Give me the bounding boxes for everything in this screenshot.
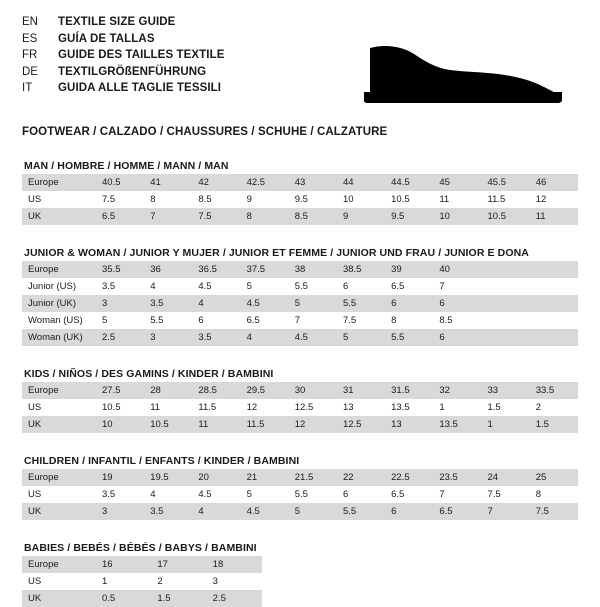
- size-cell: [530, 329, 578, 346]
- size-cell: 41: [144, 174, 192, 191]
- size-cell: 5: [241, 486, 289, 503]
- row-label: UK: [22, 503, 96, 520]
- row-label: Junior (UK): [22, 295, 96, 312]
- size-cell: 5: [241, 278, 289, 295]
- size-cell: 10.5: [385, 191, 433, 208]
- size-cell: 4.5: [289, 329, 337, 346]
- table-row: [22, 416, 578, 433]
- size-cell: 10: [433, 208, 481, 225]
- size-cell: 40.5: [96, 174, 144, 191]
- size-cell: 5.5: [289, 278, 337, 295]
- size-cell: [482, 312, 530, 329]
- size-cell: 7: [433, 278, 481, 295]
- size-cell: 33: [482, 382, 530, 399]
- size-cell: 42: [192, 174, 240, 191]
- size-cell: 4: [144, 486, 192, 503]
- table-row: [22, 573, 262, 590]
- size-cell: 10.5: [482, 208, 530, 225]
- size-cell: 4: [241, 329, 289, 346]
- size-cell: 7: [289, 312, 337, 329]
- size-cell: 13.5: [385, 399, 433, 416]
- size-cell: 30: [289, 382, 337, 399]
- size-cell: 2: [151, 573, 206, 590]
- size-cell: 25: [530, 469, 578, 486]
- size-cell: 7.5: [530, 503, 578, 520]
- size-cell: 3.5: [96, 486, 144, 503]
- size-cell: 6: [192, 312, 240, 329]
- size-cell: 5.5: [144, 312, 192, 329]
- size-cell: 5.5: [385, 329, 433, 346]
- size-cell: 45: [433, 174, 481, 191]
- size-cell: 6.5: [385, 486, 433, 503]
- size-cell: 8.5: [289, 208, 337, 225]
- size-table: [22, 382, 578, 433]
- size-cell: 9.5: [385, 208, 433, 225]
- table-row: [22, 382, 578, 399]
- size-cell: 21: [241, 469, 289, 486]
- size-cell: 37.5: [241, 261, 289, 278]
- table-row: [22, 174, 578, 191]
- size-cell: 11.5: [241, 416, 289, 433]
- size-cell: 3: [144, 329, 192, 346]
- page-title: FOOTWEAR / CALZADO / CHAUSSURES / SCHUHE / CALZATURE: [22, 126, 388, 138]
- table-row: [22, 261, 578, 278]
- language-code: IT: [22, 82, 33, 94]
- size-cell: 4.5: [241, 503, 289, 520]
- size-cell: 6.5: [96, 208, 144, 225]
- size-cell: 2.5: [96, 329, 144, 346]
- size-cell: 46: [530, 174, 578, 191]
- size-cell: 1.5: [530, 416, 578, 433]
- size-table: [22, 174, 578, 225]
- size-cell: 11.5: [482, 191, 530, 208]
- size-cell: 7: [144, 208, 192, 225]
- size-cell: 31.5: [385, 382, 433, 399]
- language-title: GUÍA DE TALLAS: [58, 32, 155, 45]
- language-code: ES: [22, 32, 38, 45]
- size-block: [22, 160, 578, 225]
- size-cell: 5.5: [337, 503, 385, 520]
- dress-shoe-icon: [362, 34, 572, 106]
- size-cell: 3: [96, 295, 144, 312]
- size-cell: 5: [96, 312, 144, 329]
- language-title: TEXTILE SIZE GUIDE: [58, 16, 176, 28]
- size-cell: 4.5: [192, 278, 240, 295]
- size-cell: 1.5: [482, 399, 530, 416]
- size-cell: 24: [482, 469, 530, 486]
- size-cell: 3.5: [96, 278, 144, 295]
- size-cell: 10: [96, 416, 144, 433]
- size-cell: 6.5: [433, 503, 481, 520]
- language-row: [22, 14, 225, 31]
- size-cell: [530, 312, 578, 329]
- row-label: Woman (UK): [22, 329, 96, 346]
- size-cell: 12: [289, 416, 337, 433]
- size-cell: 13.5: [433, 416, 481, 433]
- size-cell: 42.5: [241, 174, 289, 191]
- size-cell: 44.5: [385, 174, 433, 191]
- size-cell: 40: [433, 261, 481, 278]
- row-label: US: [22, 191, 96, 208]
- size-cell: 7: [482, 503, 530, 520]
- table-row: [22, 208, 578, 225]
- size-cell: 6: [337, 278, 385, 295]
- size-cell: 44: [337, 174, 385, 191]
- row-label: Europe: [22, 556, 96, 573]
- row-label: UK: [22, 416, 96, 433]
- size-cell: 39: [385, 261, 433, 278]
- size-cell: 11.5: [192, 399, 240, 416]
- size-cell: 21.5: [289, 469, 337, 486]
- language-code: EN: [22, 16, 38, 28]
- row-label: Woman (US): [22, 312, 96, 329]
- row-label: Junior (US): [22, 278, 96, 295]
- size-cell: 5: [289, 295, 337, 312]
- page-header: [22, 14, 578, 110]
- size-cell: 36: [144, 261, 192, 278]
- size-cell: 8: [530, 486, 578, 503]
- size-cell: 19: [96, 469, 144, 486]
- size-block-title: KIDS / NIÑOS / DES GAMINS / KINDER / BAMBINI: [24, 368, 274, 380]
- table-row: [22, 399, 578, 416]
- size-cell: 5.5: [289, 486, 337, 503]
- row-label: UK: [22, 208, 96, 225]
- size-cell: 7.5: [337, 312, 385, 329]
- size-cell: 6: [433, 329, 481, 346]
- size-cell: 10: [337, 191, 385, 208]
- size-cell: [530, 278, 578, 295]
- size-cell: 1: [96, 573, 151, 590]
- size-cell: 9.5: [289, 191, 337, 208]
- table-row: [22, 503, 578, 520]
- size-cell: 4: [192, 503, 240, 520]
- table-row: [22, 191, 578, 208]
- size-block: [22, 542, 578, 607]
- language-code: DE: [22, 65, 38, 78]
- size-cell: 9: [337, 208, 385, 225]
- size-cell: 28.5: [192, 382, 240, 399]
- size-cell: 22.5: [385, 469, 433, 486]
- row-label: US: [22, 399, 96, 416]
- size-cell: 31: [337, 382, 385, 399]
- row-label: Europe: [22, 382, 96, 399]
- size-cell: 35.5: [96, 261, 144, 278]
- size-cell: 12.5: [289, 399, 337, 416]
- size-cell: 12.5: [337, 416, 385, 433]
- size-cell: 11: [433, 191, 481, 208]
- size-cell: 16: [96, 556, 151, 573]
- row-label: US: [22, 573, 96, 590]
- size-cell: 1: [482, 416, 530, 433]
- size-block-title: MAN / HOMBRE / HOMME / MANN / MAN: [24, 160, 229, 172]
- size-cell: 4.5: [192, 486, 240, 503]
- size-cell: 1.5: [151, 590, 206, 607]
- language-row: [22, 31, 225, 48]
- size-cell: 11: [530, 208, 578, 225]
- size-table: [22, 469, 578, 520]
- size-cell: 7.5: [192, 208, 240, 225]
- size-cell: 7.5: [96, 191, 144, 208]
- size-cell: 38: [289, 261, 337, 278]
- size-cell: 2.5: [207, 590, 262, 607]
- size-cell: 3: [96, 503, 144, 520]
- size-cell: 8.5: [433, 312, 481, 329]
- size-cell: 7: [433, 486, 481, 503]
- row-label: Europe: [22, 469, 96, 486]
- size-cell: 32: [433, 382, 481, 399]
- language-title: GUIDE DES TAILLES TEXTILE: [58, 49, 225, 61]
- size-cell: 3.5: [192, 329, 240, 346]
- size-cell: 1: [433, 399, 481, 416]
- size-table: [22, 261, 578, 346]
- row-label: US: [22, 486, 96, 503]
- size-cell: 29.5: [241, 382, 289, 399]
- size-cell: 10.5: [96, 399, 144, 416]
- size-table: [22, 556, 262, 607]
- language-row: [22, 64, 225, 81]
- table-row: [22, 486, 578, 503]
- size-cell: 6: [385, 295, 433, 312]
- size-cell: 10.5: [144, 416, 192, 433]
- size-cell: 7.5: [482, 486, 530, 503]
- size-cell: [482, 261, 530, 278]
- size-cell: 12: [530, 191, 578, 208]
- size-cell: 22: [337, 469, 385, 486]
- size-cell: 6: [385, 503, 433, 520]
- size-cell: 6.5: [385, 278, 433, 295]
- size-cell: 6: [433, 295, 481, 312]
- size-cell: 13: [337, 399, 385, 416]
- size-block: [22, 455, 578, 520]
- size-cell: 27.5: [96, 382, 144, 399]
- size-cell: 43: [289, 174, 337, 191]
- size-cell: 5: [289, 503, 337, 520]
- table-row: [22, 469, 578, 486]
- language-title: GUIDA ALLE TAGLIE TESSILI: [58, 82, 222, 94]
- size-cell: 19.5: [144, 469, 192, 486]
- size-cell: 6: [337, 486, 385, 503]
- size-cell: 11: [192, 416, 240, 433]
- size-cell: 17: [151, 556, 206, 573]
- row-label: Europe: [22, 174, 96, 191]
- size-cell: 8: [385, 312, 433, 329]
- language-code: FR: [22, 49, 38, 61]
- size-cell: 12: [241, 399, 289, 416]
- size-cell: 3.5: [144, 295, 192, 312]
- size-cell: 4: [192, 295, 240, 312]
- size-cell: 8: [144, 191, 192, 208]
- size-cell: 6.5: [241, 312, 289, 329]
- size-cell: 11: [144, 399, 192, 416]
- size-cell: 4: [144, 278, 192, 295]
- size-cell: 8.5: [192, 191, 240, 208]
- size-cell: 3.5: [144, 503, 192, 520]
- size-cell: 4.5: [241, 295, 289, 312]
- size-cell: 13: [385, 416, 433, 433]
- size-cell: 33.5: [530, 382, 578, 399]
- size-cell: 28: [144, 382, 192, 399]
- size-cell: 0.5: [96, 590, 151, 607]
- table-row: [22, 312, 578, 329]
- size-cell: 5: [337, 329, 385, 346]
- size-cell: 45.5: [482, 174, 530, 191]
- language-row: [22, 80, 225, 97]
- table-row: [22, 278, 578, 295]
- size-cell: [482, 329, 530, 346]
- size-cell: 2: [530, 399, 578, 416]
- size-cell: 18: [207, 556, 262, 573]
- size-cell: [530, 261, 578, 278]
- size-cell: 38.5: [337, 261, 385, 278]
- language-row: [22, 47, 225, 64]
- language-titles: [22, 14, 225, 97]
- language-title: TEXTILGRÖßENFÜHRUNG: [58, 65, 207, 78]
- size-cell: 5.5: [337, 295, 385, 312]
- size-cell: 23.5: [433, 469, 481, 486]
- size-cell: 9: [241, 191, 289, 208]
- size-block: [22, 247, 578, 346]
- size-cell: 20: [192, 469, 240, 486]
- table-row: [22, 556, 262, 573]
- size-block-title: CHILDREN / INFANTIL / ENFANTS / KINDER / BAMBINI: [24, 455, 300, 467]
- size-block-title: JUNIOR & WOMAN / JUNIOR Y MUJER / JUNIOR ET FEMME / JUNIOR UND FRAU / JUNIOR E DONA: [24, 247, 529, 259]
- row-label: UK: [22, 590, 96, 607]
- size-cell: [482, 278, 530, 295]
- size-cell: 8: [241, 208, 289, 225]
- size-block-title: BABIES / BEBÉS / BÉBÉS / BABYS / BAMBINI: [24, 542, 257, 554]
- row-label: Europe: [22, 261, 96, 278]
- size-cell: 36.5: [192, 261, 240, 278]
- size-cell: [530, 295, 578, 312]
- size-blocks: [22, 160, 578, 607]
- size-cell: [482, 295, 530, 312]
- table-row: [22, 590, 262, 607]
- size-cell: 3: [207, 573, 262, 590]
- size-block: [22, 368, 578, 433]
- table-row: [22, 295, 578, 312]
- table-row: [22, 329, 578, 346]
